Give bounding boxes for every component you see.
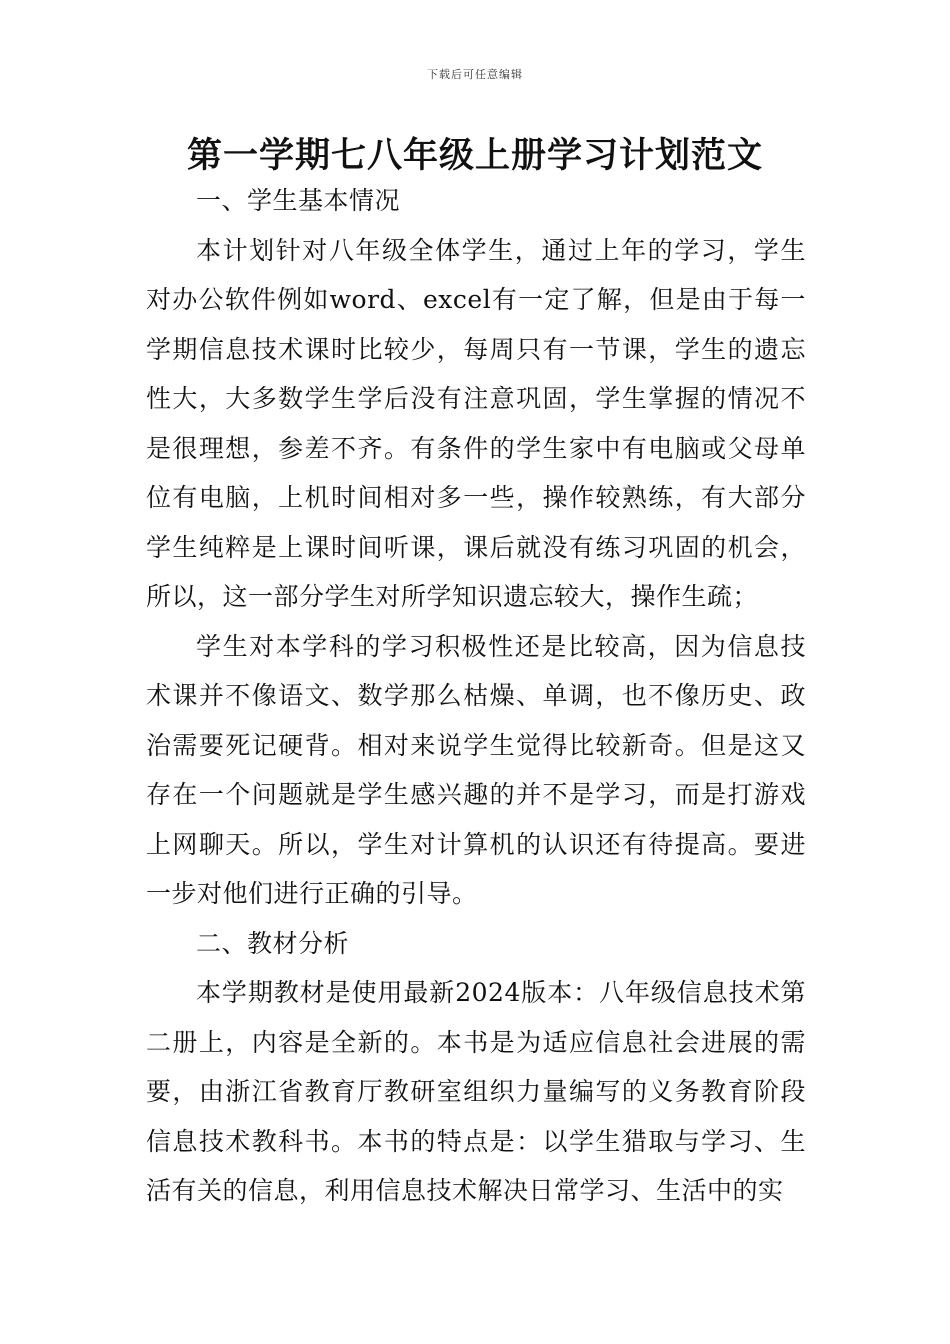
document-title: 第一学期七八年级上册学习计划范文 [186, 135, 763, 176]
document-body [146, 176, 806, 1216]
paragraph-1-1: 本计划针对八年级全体学生，通过上年的学习，学生对办公软件例如word、excel有一定了解，但是由于每一学期信息技术课时比较少，每周只有一节课，学生的遗忘性大，大多数学生学后没有注意巩固，学生掌握的情况不是很理想，参差不齐。有条件的学生家中有电脑或父母单位有电脑，上机时间相对多一些，操作较熟练，有大部分学生纯粹是上课时间听课，课后就没有练习巩固的机会，所以，这一部分学生对所学知识遗忘较大，操作生疏； [146, 235, 806, 611]
paragraph-1-2: 学生对本学科的学习积极性还是比较高，因为信息技术课并不像语文、数学那么枯燥、单调，也不像历史、政治需要死记硬背。相对来说学生觉得比较新奇。但是这又存在一个问题就是学生感兴趣的并不是学习，而是打游戏上网聊天。所以，学生对计算机的认识还有待提高。要进一步对他们进行正确的引导。 [146, 631, 806, 908]
paragraph-2-1: 本学期教材是使用最新2024版本：八年级信息技术第二册上，内容是全新的。本书是为适应信息社会进展的需要，由浙江省教育厅教研室组织力量编写的义务教育阶段信息技术教科书。本书的特点是：以学生猎取与学习、生活有关的信息，利用信息技术解决日常学习、生活中的实 [146, 978, 806, 1205]
section-heading-2: 二、教材分析 [196, 928, 350, 958]
section-heading-1: 一、学生基本情况 [196, 186, 401, 215]
header-note: 下载后可任意编辑 [427, 68, 523, 81]
